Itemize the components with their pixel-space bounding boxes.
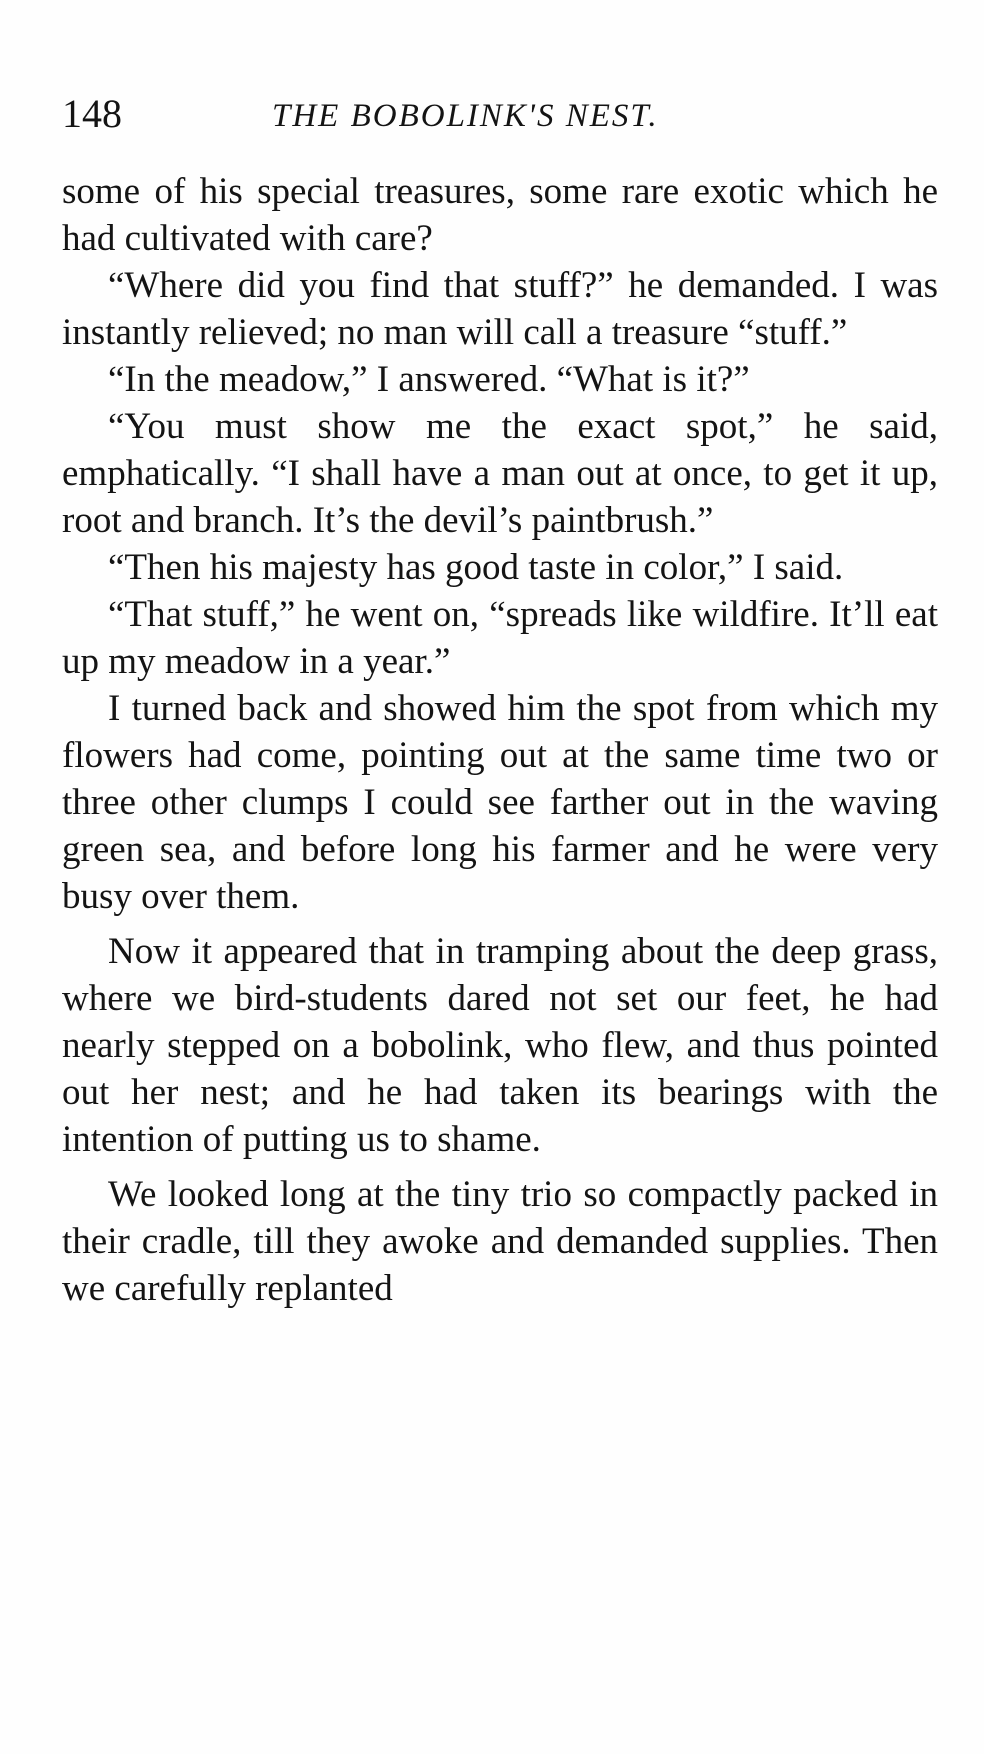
- body-text: [62, 168, 938, 1312]
- paragraph: We looked long at the tiny trio so compactly packed in their cradle, till they awoke and demanded supplies. Then we carefully replanted: [62, 1174, 938, 1309]
- paragraph: I turned back and showed him the spot from which my flowers had come, pointing out at the same time two or three other clumps I could see farther out in the waving green sea, and before long his farmer and he were very busy over them.: [62, 688, 938, 917]
- running-title: THE BOBOLINK'S NEST.: [272, 98, 659, 134]
- paragraph: some of his special treasures, some rare exotic which he had cultivated with care?: [62, 171, 938, 259]
- paragraph: “You must show me the exact spot,” he said, emphatically. “I shall have a man out at once, to get it up, root and branch. It’s the devil’s paintbrush.”: [62, 406, 938, 541]
- paragraph: “In the meadow,” I answered. “What is it?”: [108, 359, 750, 400]
- paragraph: Now it appeared that in tramping about the deep grass, where we bird-students dared not set our feet, he had nearly stepped on a bobolink, who flew, and thus pointed out her nest; and he had taken its bearings with the intention of putting us to shame.: [62, 931, 938, 1160]
- paragraph: “Then his majesty has good taste in color,” I said.: [108, 547, 844, 588]
- paragraph: “That stuff,” he went on, “spreads like wildfire. It’ll eat up my meadow in a year.”: [62, 594, 938, 682]
- paragraph: “Where did you find that stuff?” he demanded. I was instantly relieved; no man will call a treasure “stuff.”: [62, 265, 938, 353]
- page-number: 148: [62, 91, 122, 136]
- page-header: [62, 86, 942, 146]
